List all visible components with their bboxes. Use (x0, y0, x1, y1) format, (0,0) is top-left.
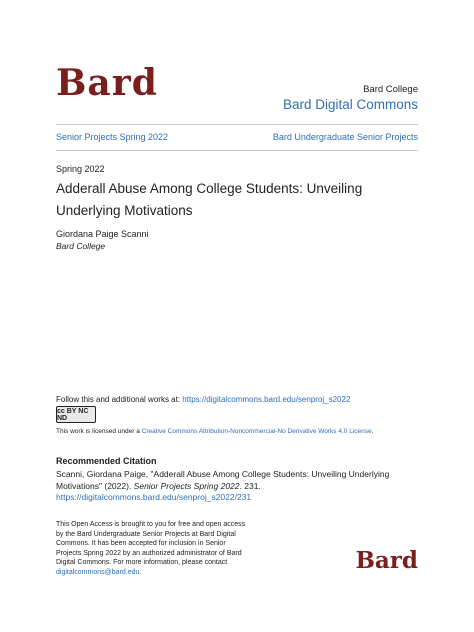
license-line (56, 428, 373, 435)
citation-heading: Recommended Citation (56, 456, 157, 466)
repository-link[interactable]: Bard Digital Commons (282, 97, 418, 112)
author-name: Giordana Paige Scanni (56, 229, 149, 239)
parent-collection-link[interactable]: Bard Undergraduate Senior Projects (272, 132, 418, 142)
cc-license-badge-icon[interactable]: cc BY NC ND (56, 406, 96, 423)
top-divider (56, 124, 418, 125)
license-suffix: . (371, 428, 374, 435)
citation-text: Scanni, Giordana Paige, "Adderall Abuse Among College Students: Unveiling Underlying Motivations" (2022). (56, 469, 390, 491)
follow-url-link[interactable]: https://digitalcommons.bard.edu/senproj_s2022 (182, 395, 351, 404)
follow-prefix: Follow this and additional works at: (56, 395, 183, 404)
institution-name: Bard College (363, 84, 418, 95)
citation-url-link[interactable]: https://digitalcommons.bard.edu/senproj_s2022/231 (56, 492, 252, 502)
citation-series: Senior Projects Spring 2022 (133, 480, 240, 491)
paper-title: Adderall Abuse Among College Students: Unveiling Underlying Motivations (56, 181, 363, 218)
citation-number: . 231. (239, 480, 261, 491)
license-link[interactable]: Creative Commons Attribution-Noncommercial-No Derivative Works 4.0 License (141, 428, 372, 435)
open-access-statement (56, 520, 246, 577)
open-access-text: This Open Access is brought to you for free and open access by the Bard Undergraduate Senior Projects at Bard Digital Commons. It has been accepted for inclusion in Senior Projects Spring 2022 by an authorized administrator of Bard Digital Commons. For more information, please contact (56, 521, 246, 566)
bard-footer-logo: Bard (355, 547, 418, 574)
license-prefix: This work is licensed under a (56, 428, 142, 435)
collection-link[interactable]: Senior Projects Spring 2022 (56, 132, 169, 142)
follow-line (56, 395, 350, 404)
author-affiliation: Bard College (56, 241, 106, 251)
publication-season: Spring 2022 (56, 164, 105, 174)
citation-body (56, 469, 418, 504)
nav-divider (56, 150, 418, 151)
open-access-end: . (139, 568, 142, 576)
bard-logo[interactable]: Bard (56, 62, 158, 104)
contact-email-link[interactable]: digitalcommons@bard.edu (56, 568, 140, 576)
